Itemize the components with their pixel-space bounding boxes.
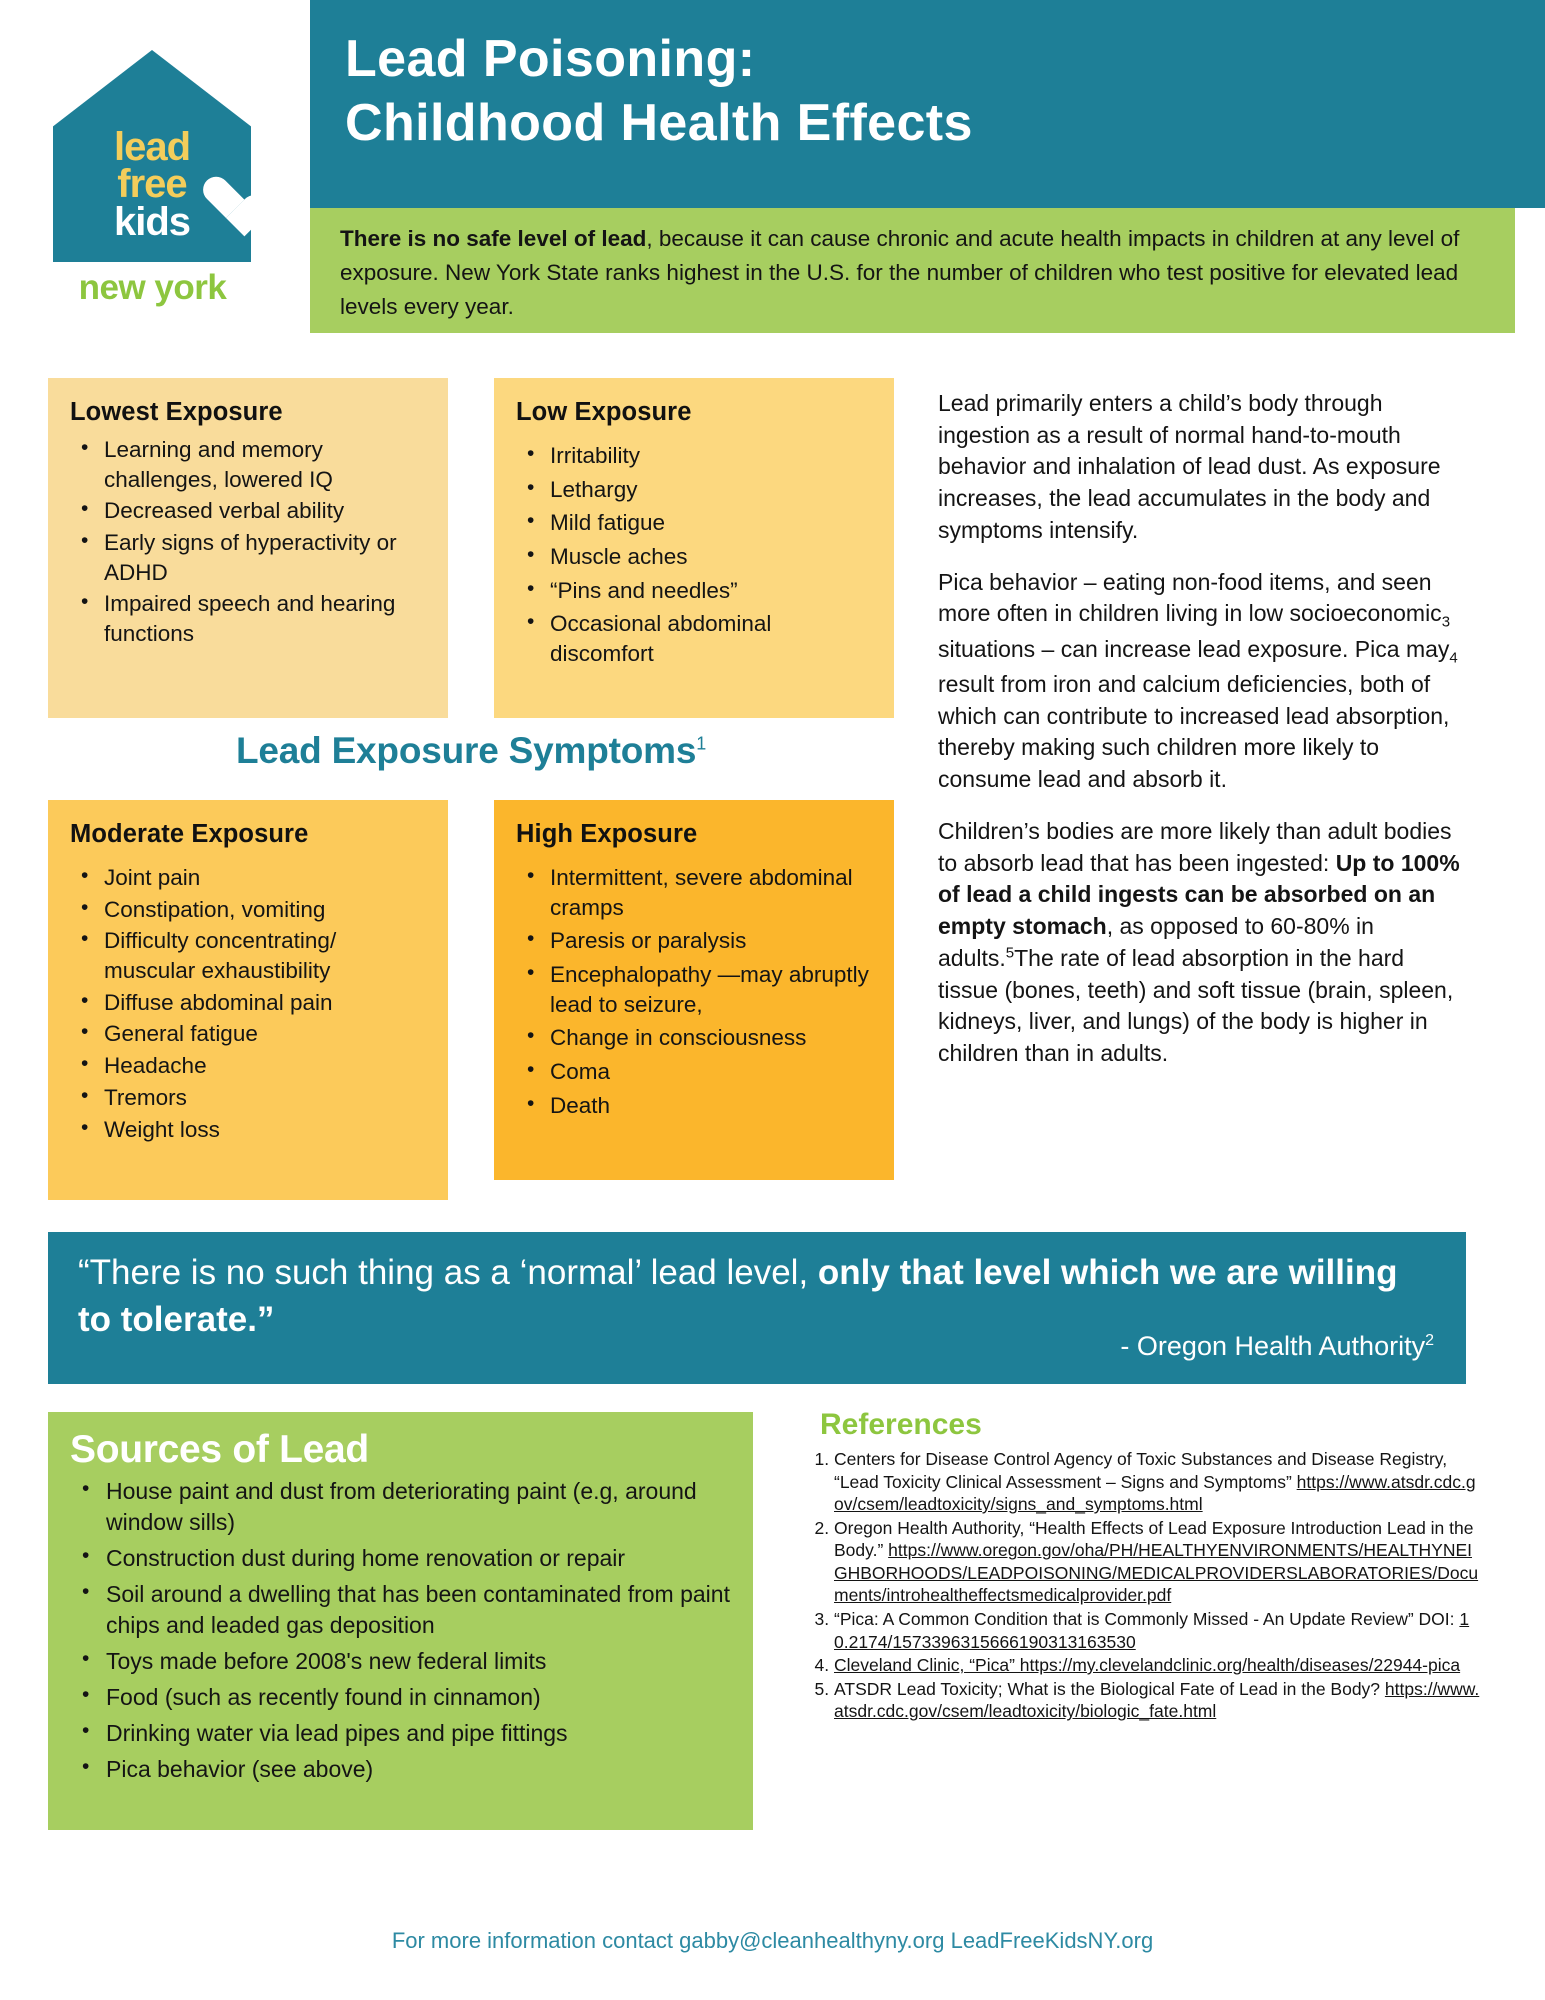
list-item: • Change in consciousness <box>550 1023 872 1053</box>
sources-list <box>70 1476 733 1785</box>
prose-paragraph-2 <box>938 567 1466 796</box>
exposure-list <box>70 435 426 649</box>
list-item: • Toys made before 2008's new federal limits <box>106 1646 733 1677</box>
quote-part-bold: only that level which we are willing to tolerate.” <box>78 1253 1398 1339</box>
prose-p3-a: Children’s bodies are more likely than adult bodies to absorb lead that has been ingested: <box>938 817 1452 876</box>
logo-word-free: free <box>117 162 187 206</box>
reference-item <box>834 1678 1480 1723</box>
body-prose <box>938 388 1466 1090</box>
prose-paragraph-1: Lead primarily enters a child’s body through ingestion as a result of normal hand-to-mouth behavior and inhalation of lead dust. As exposure increases, the lead accumulates in the body and symptoms intensify. <box>938 390 1441 543</box>
list-item: • Drinking water via lead pipes and pipe fittings <box>106 1718 733 1749</box>
list-item: • Tremors <box>104 1083 426 1113</box>
page-title <box>345 28 1495 156</box>
reference-text: Oregon Health Authority, “Health Effects of Lead Exposure Introduction Lead in the Body.” <box>834 1517 1474 1561</box>
exposure-list <box>516 863 872 1121</box>
reference-item <box>834 1654 1480 1677</box>
exposure-box-moderate <box>48 800 448 1200</box>
exposure-box-heading: High Exposure <box>516 820 698 848</box>
reference-link[interactable]: Cleveland Clinic, “Pica” https://my.clevelandclinic.org/health/diseases/22944-pica <box>834 1655 1461 1676</box>
list-item: • Lethargy <box>550 475 872 505</box>
list-item: • Mild fatigue <box>550 508 872 538</box>
header-blurb <box>340 222 1500 325</box>
list-item: • Irritability <box>550 441 872 471</box>
list-item: • Soil around a dwelling that has been contaminated from paint chips and leaded gas deposition <box>106 1579 733 1641</box>
page-title-line-1: Lead Poisoning: <box>345 30 756 88</box>
list-item: • Occasional abdominal discomfort <box>550 609 872 668</box>
list-item: • Headache <box>104 1051 426 1081</box>
list-item: • House paint and dust from deteriorating paint (e.g, around window sills) <box>106 1476 733 1538</box>
footer-contact[interactable]: For more information contact gabby@cleanhealthyny.org LeadFreeKidsNY.org <box>391 1928 1154 1953</box>
reference-text: “Pica: A Common Condition that is Commonly Missed - An Update Review” DOI: <box>834 1608 1460 1629</box>
quote-attribution <box>1120 1331 1434 1362</box>
reference-link[interactable]: 10.2174/1573396315666190313163530 <box>834 1608 1470 1652</box>
exposure-box-heading: Moderate Exposure <box>70 820 309 848</box>
prose-p3-c: The rate of lead absorption in the hard tissue (bones, teeth) and soft tissue (brain, spleen, kidneys, liver, and lungs) of the body is higher in children than in adults. <box>938 944 1454 1067</box>
list-item: • Diffuse abdominal pain <box>104 988 426 1018</box>
reference-item <box>834 1448 1480 1516</box>
list-item: • Paresis or paralysis <box>550 926 872 956</box>
references-section <box>800 1408 1480 1724</box>
list-item: • Coma <box>550 1057 872 1087</box>
list-item: • Muscle aches <box>550 542 872 572</box>
quote-banner <box>48 1232 1466 1384</box>
quote-attribution-footnote: 2 <box>1425 1332 1434 1349</box>
exposure-box-lowest <box>48 378 448 718</box>
prose-p3-footnote-5: 5 <box>1005 944 1015 962</box>
list-item: • Death <box>550 1091 872 1121</box>
logo-word-kids: kids <box>113 200 191 244</box>
list-item: • Joint pain <box>104 863 426 893</box>
sources-of-lead-box <box>48 1412 753 1830</box>
reference-item <box>834 1608 1480 1653</box>
list-item: • Constipation, vomiting <box>104 895 426 925</box>
prose-p2-c: result from iron and calcium deficiencies, both of which can contribute to increased lead absorption, thereby making such children more likely to consume lead and absorb it. <box>938 670 1450 793</box>
list-item: • Weight loss <box>104 1115 426 1145</box>
quote-attribution-text: - Oregon Health Authority <box>1120 1331 1426 1361</box>
prose-p2-footnote-4: 4 <box>1449 649 1458 667</box>
logo-word-new-york: new york <box>78 268 227 307</box>
prose-p3-b: , as opposed to 60-80% in adults. <box>938 913 1374 971</box>
list-item: • Decreased verbal ability <box>104 496 426 526</box>
references-list <box>800 1448 1480 1723</box>
symptoms-title-footnote: 1 <box>696 733 707 754</box>
reference-text: ATSDR Lead Toxicity; What is the Biological Fate of Lead in the Body? <box>834 1678 1385 1699</box>
exposure-box-high <box>494 800 894 1180</box>
list-item: • Food (such as recently found in cinnamon) <box>106 1682 733 1713</box>
list-item: • Impaired speech and hearing functions <box>104 589 426 648</box>
exposure-list <box>70 863 426 1144</box>
reference-link[interactable]: https://www.oregon.gov/oha/PH/HEALTHYENVIRONMENTS/HEALTHYNEIGHBORHOODS/LEADPOISONING/MEDICALPROVIDERSLABORATORIES/Documents/introhealtheffectsmedicalprovider.pdf <box>834 1540 1479 1606</box>
exposure-list <box>516 441 872 669</box>
exposure-box-low <box>494 378 894 718</box>
sources-heading: Sources of Lead <box>70 1428 369 1471</box>
reference-link[interactable]: https://www.atsdr.cdc.gov/csem/leadtoxicity/biologic_fate.html <box>834 1678 1480 1722</box>
prose-paragraph-3 <box>938 816 1466 1070</box>
list-item: • “Pins and needles” <box>550 576 872 606</box>
references-heading: References <box>820 1408 982 1441</box>
list-item: • Intermittent, severe abdominal cramps <box>550 863 872 922</box>
lead-free-kids-logo <box>45 50 260 315</box>
list-item: • Construction dust during home renovation or repair <box>106 1543 733 1574</box>
list-item: • Difficulty concentrating/ muscular exhaustibility <box>104 926 426 985</box>
list-item: • Early signs of hyperactivity or ADHD <box>104 528 426 587</box>
exposure-box-heading: Low Exposure <box>516 398 692 426</box>
prose-p2-a: Pica behavior – eating non-food items, and seen more often in children living in low socioeconomic <box>938 568 1442 627</box>
reference-item <box>834 1517 1480 1607</box>
logo-word-lead: lead <box>113 125 191 169</box>
page-title-line-2: Childhood Health Effects <box>345 93 973 152</box>
exposure-box-heading: Lowest Exposure <box>70 398 283 426</box>
list-item: • Pica behavior (see above) <box>106 1754 733 1785</box>
header-blurb-bold: There is no safe level of lead <box>340 226 647 251</box>
heart-icon <box>200 178 252 228</box>
list-item: • Learning and memory challenges, lowered IQ <box>104 435 426 494</box>
prose-p2-b: situations – can increase lead exposure. Pica may <box>938 635 1450 662</box>
header-blurb-rest: , because it can cause chronic and acute health impacts in children at any level of exposure. New York State ranks highest in the U.S. for the number of children who test positive for elevated lead levels every year. <box>340 226 1460 320</box>
reference-text: Centers for Disease Control Agency of Toxic Substances and Disease Registry, “Lead Toxicity Clinical Assessment – Signs and Symptoms” <box>834 1449 1448 1492</box>
list-item: • Encephalopathy —may abruptly lead to seizure, <box>550 960 872 1019</box>
prose-p2-footnote-3: 3 <box>1441 614 1451 631</box>
quote-part-1: “There is no such thing as a ‘normal’ lead level, <box>78 1253 818 1292</box>
list-item: • General fatigue <box>104 1019 426 1049</box>
symptoms-title-text: Lead Exposure Symptoms <box>235 730 697 771</box>
reference-link[interactable]: https://www.atsdr.cdc.gov/csem/leadtoxicity/signs_and_symptoms.html <box>834 1471 1476 1515</box>
section-title-lead-exposure-symptoms <box>48 730 894 772</box>
prose-p3-bold: Up to 100% of lead a child ingests can be absorbed on an empty stomach <box>938 849 1460 940</box>
quote-text <box>78 1250 1436 1343</box>
